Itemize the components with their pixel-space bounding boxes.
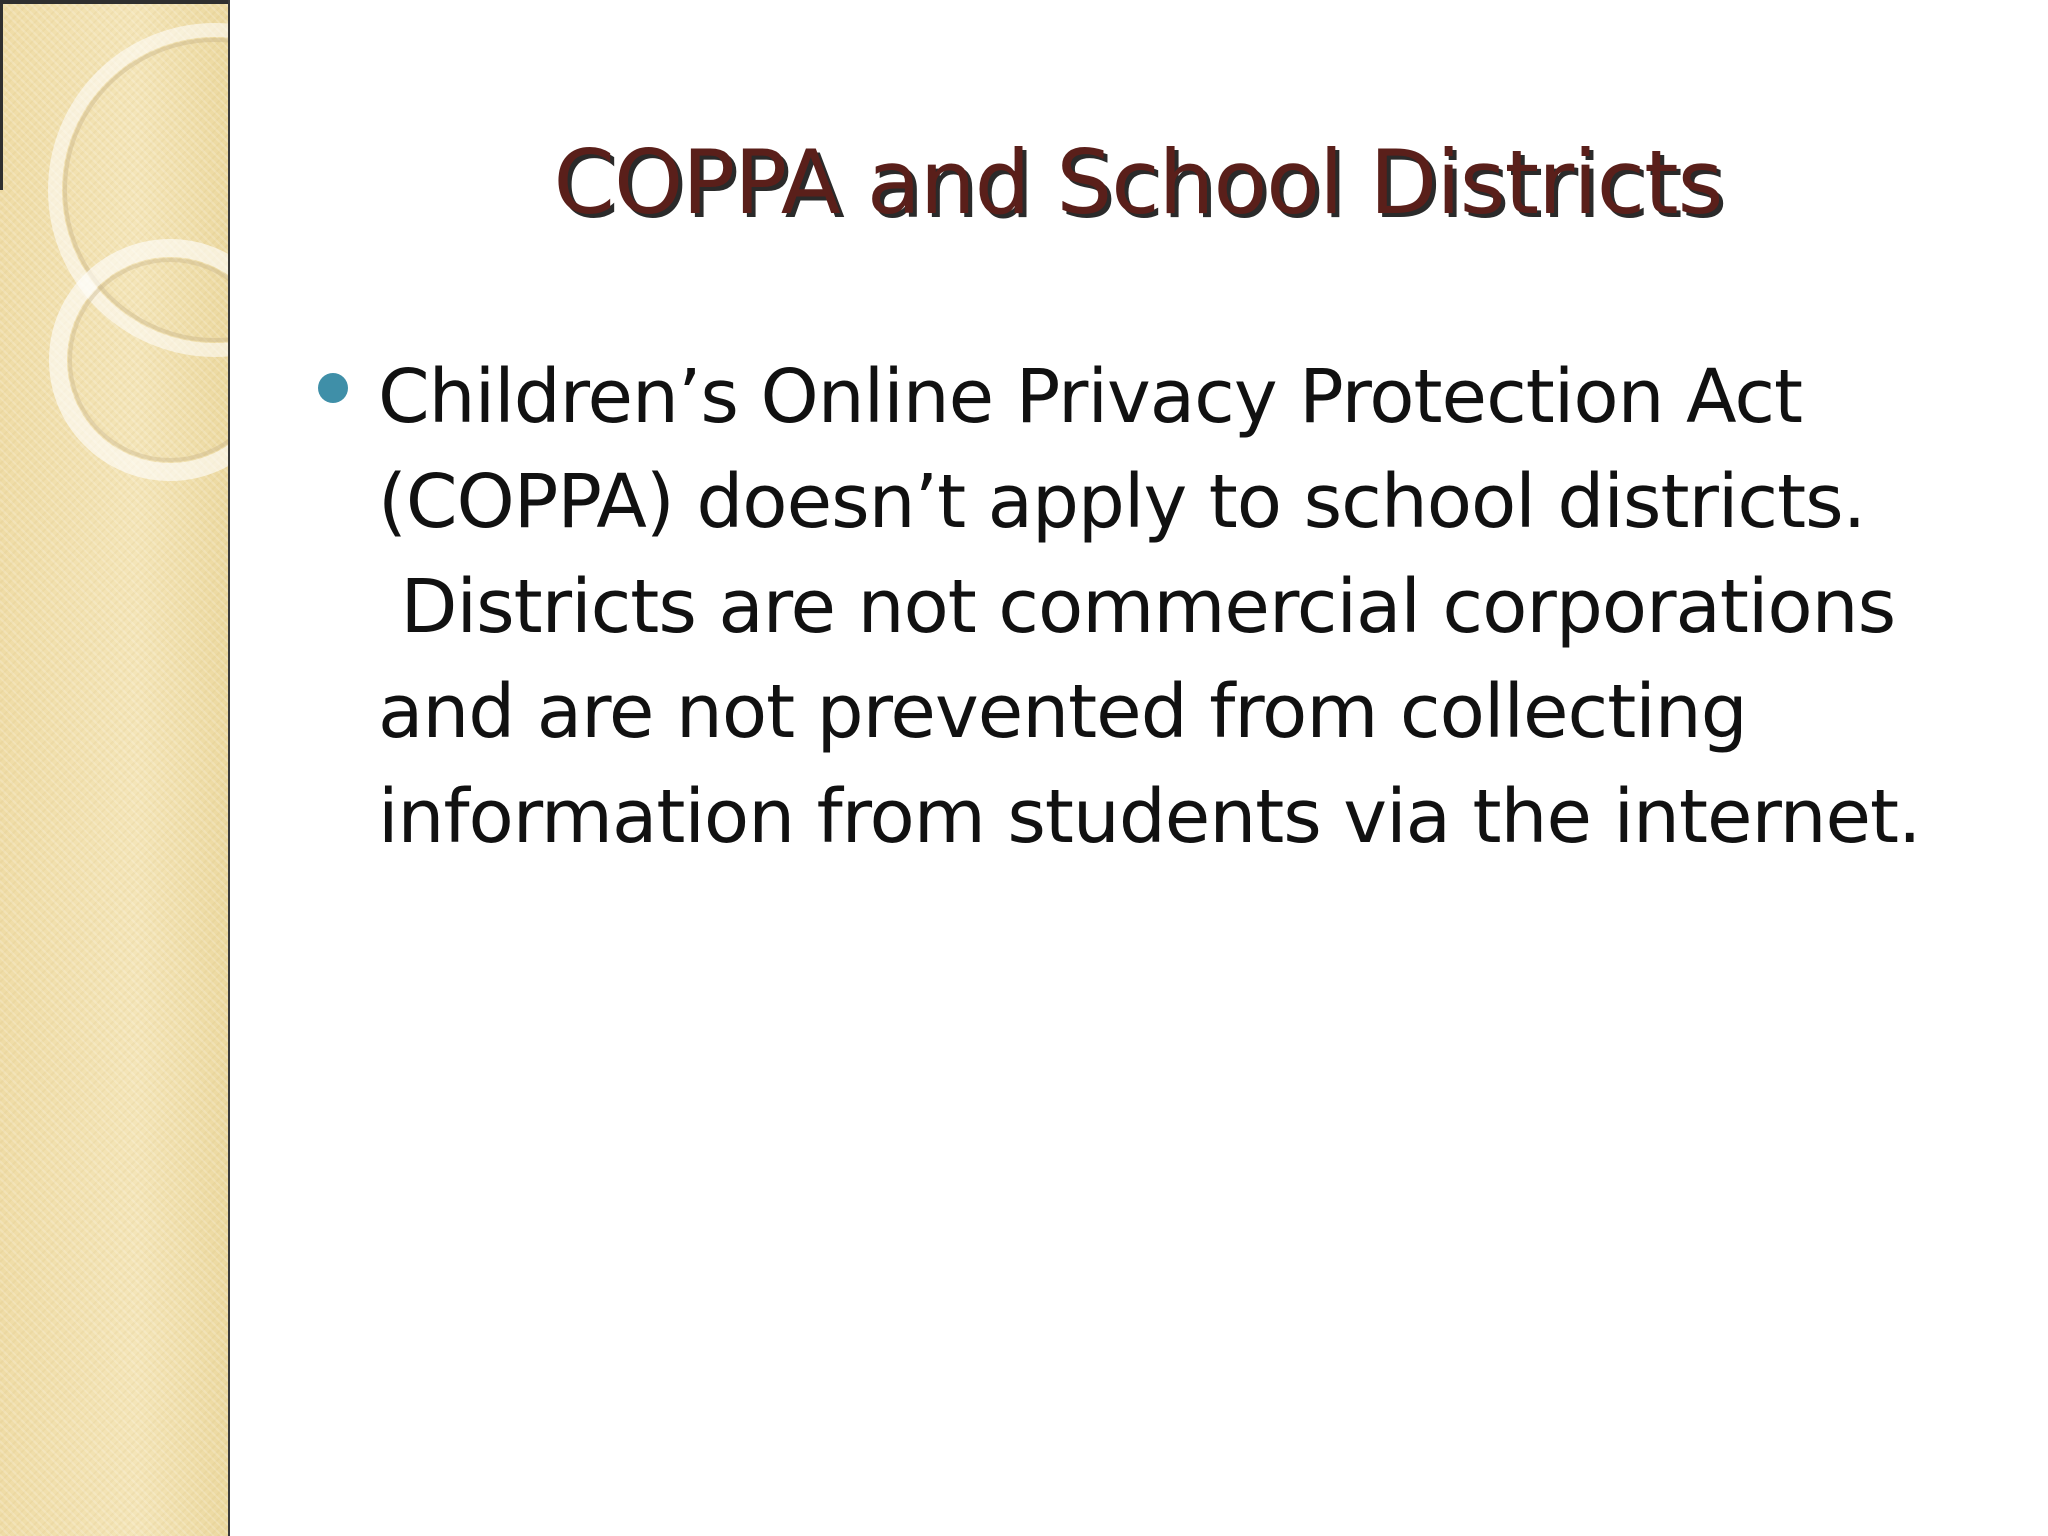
bullet-dot-icon: [318, 373, 348, 403]
bullet-item: [318, 345, 2008, 870]
slide-title: COPPA and School Districts: [553, 131, 1723, 234]
slide-body: [318, 345, 2008, 870]
decorative-rings: [0, 0, 228, 520]
small-ring: [58, 248, 228, 472]
bullet-text: Children’s Online Privacy Protection Act (COPPA) doesn’t apply to school districts. Districts are not commercial corporations and are not prevented from collecting information from students via the internet.: [378, 354, 1921, 860]
